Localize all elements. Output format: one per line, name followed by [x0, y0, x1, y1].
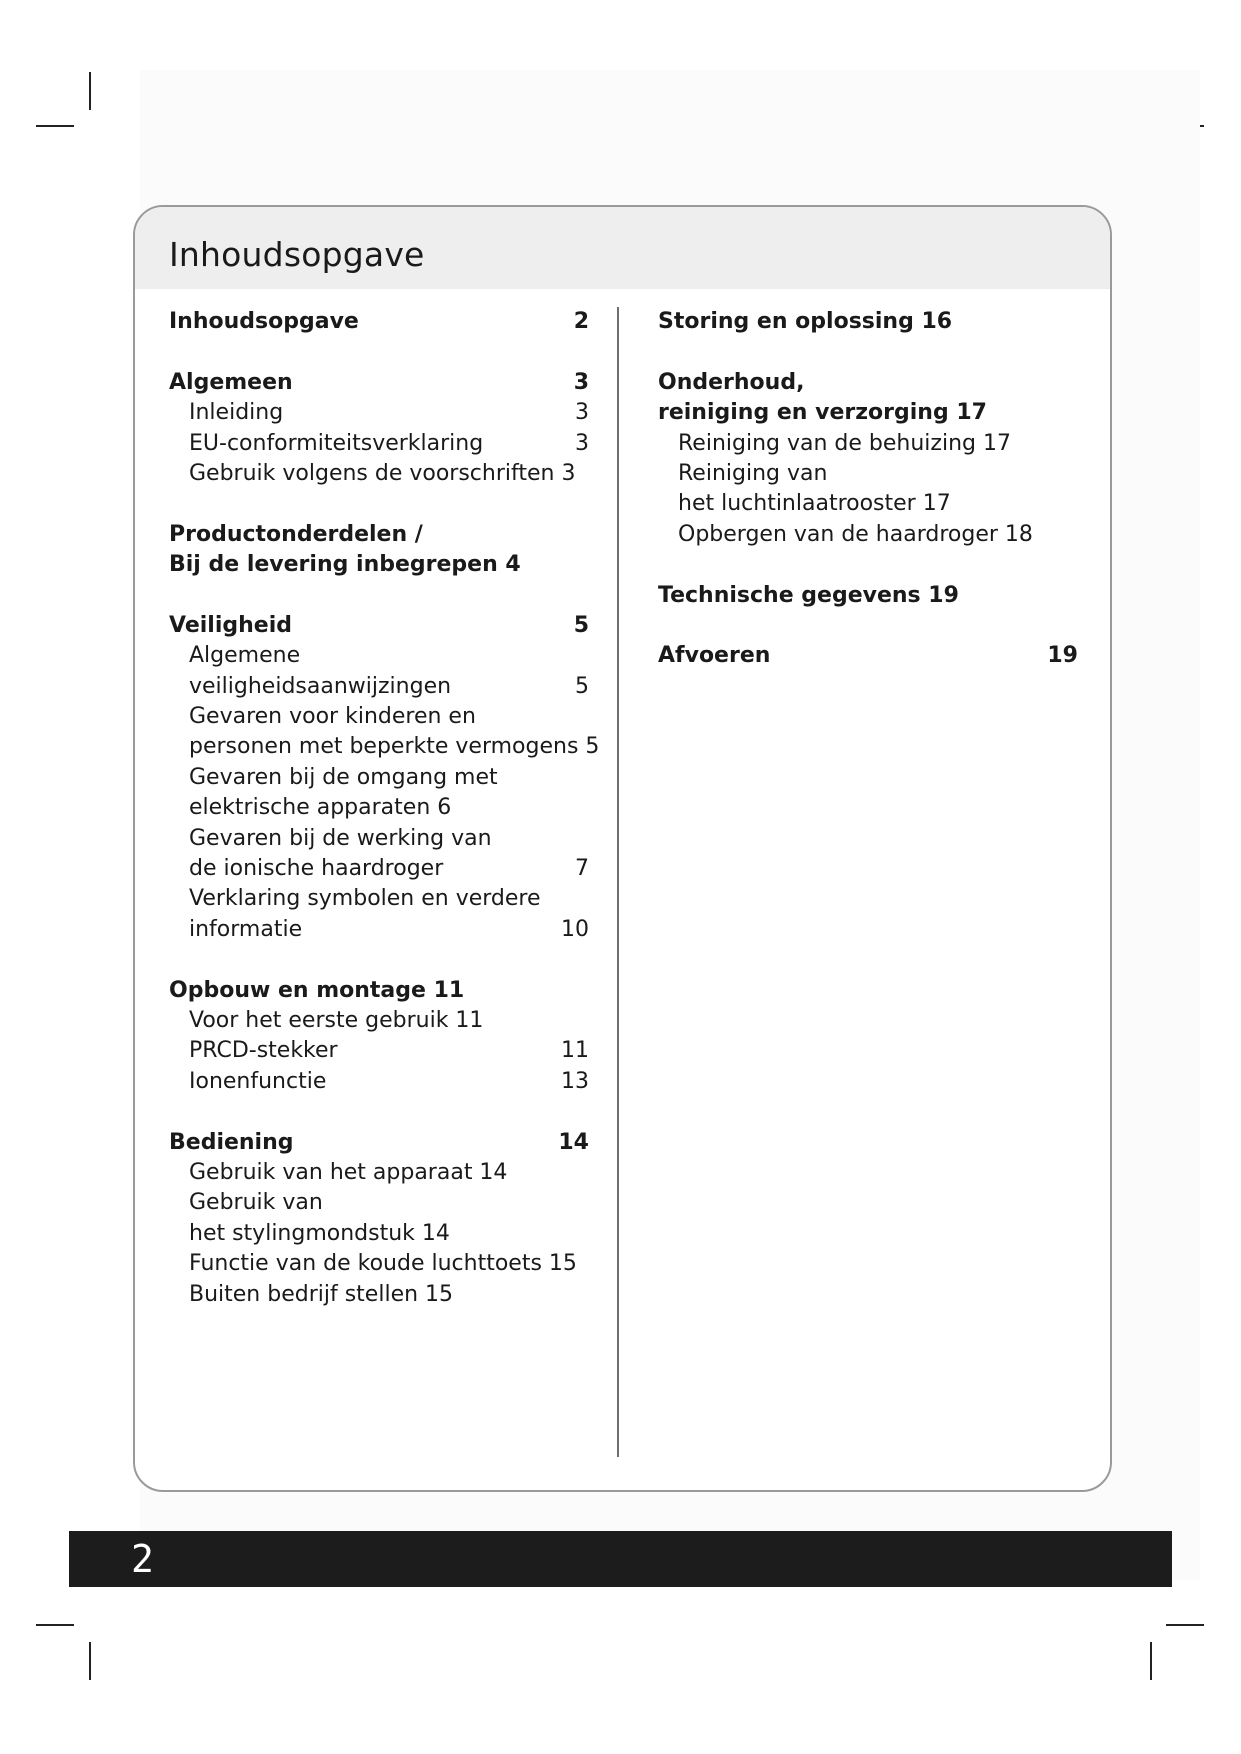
toc-page-number: 7 [575, 856, 589, 882]
toc-entry-label: Inleiding [189, 400, 284, 426]
toc-page-number: 13 [561, 1068, 589, 1094]
toc-section-entry [658, 581, 1078, 611]
toc-entry-label: Voor het eerste gebruik 11 [189, 1007, 484, 1033]
toc-entry-label: Bij de levering inbegrepen 4 [169, 552, 521, 578]
crop-mark [89, 72, 91, 110]
toc-entry-label: Gevaren voor kinderen en [189, 704, 476, 730]
toc-left-column [169, 307, 600, 1310]
toc-right-column [658, 307, 1078, 672]
crop-mark [1150, 1642, 1152, 1680]
toc-entry-label: Gebruik van het apparaat 14 [189, 1159, 508, 1185]
toc-subentry [169, 641, 589, 671]
toc-entry-label: veiligheidsaanwijzingen [189, 673, 452, 699]
crop-mark [1166, 1624, 1204, 1626]
toc-subentry [658, 489, 1078, 519]
toc-page-number: 5 [575, 673, 589, 699]
toc-entry-label: Inhoudsopgave [169, 309, 359, 334]
toc-subentry [169, 672, 589, 702]
toc-page-number: 3 [575, 400, 589, 426]
toc-section-entry [658, 398, 1078, 428]
toc-subentry [169, 732, 600, 762]
toc-section-entry [169, 520, 589, 550]
footer-bar [69, 1531, 1172, 1587]
toc-page-number: 11 [561, 1038, 589, 1064]
toc-page-number: 5 [573, 612, 589, 638]
toc-page-number: 2 [573, 309, 589, 334]
toc-entry-label: Veiligheid [169, 612, 292, 638]
toc-entry-label: Functie van de koude luchttoets 15 [189, 1251, 577, 1277]
toc-header [135, 207, 1110, 289]
toc-entry-label: Opbergen van de haardroger 18 [678, 521, 1033, 547]
toc-subentry [169, 702, 589, 732]
toc-section-entry [658, 368, 1078, 398]
toc-entry-label: Algemeen [169, 369, 293, 395]
toc-subentry [169, 429, 589, 459]
toc-entry-label: Buiten bedrijf stellen 15 [189, 1281, 454, 1307]
toc-subentry [658, 459, 1078, 489]
toc-subentry [169, 1006, 589, 1036]
toc-entry-label: Gevaren bij de omgang met [189, 764, 498, 790]
crop-mark [89, 1642, 91, 1680]
toc-subentry [169, 884, 589, 914]
toc-subentry [169, 1067, 589, 1097]
toc-entry-label: Algemene [189, 643, 301, 669]
toc-subentry [169, 398, 589, 428]
toc-subentry [169, 1280, 589, 1310]
toc-entry-label: Bediening [169, 1129, 294, 1155]
toc-entry-label: Reiniging van de behuizing 17 [678, 430, 1011, 456]
toc-entry-label: Afvoeren [658, 643, 771, 669]
toc-entry-label: de ionische haardroger [189, 856, 444, 882]
toc-entry-label: Gebruik volgens de voorschriften 3 [189, 460, 576, 486]
toc-entry-label: Technische gegevens 19 [658, 582, 959, 608]
toc-subentry [169, 854, 589, 884]
toc-subentry [658, 520, 1078, 550]
toc-entry-label: elektrische apparaten 6 [189, 795, 452, 821]
toc-section-entry [169, 1128, 589, 1158]
toc-page-number: 19 [1047, 643, 1078, 669]
toc-entry-label: het luchtinlaatrooster 17 [678, 491, 951, 517]
toc-entry-label: Reiniging van [678, 460, 828, 486]
toc-subentry [169, 459, 589, 489]
column-divider [617, 307, 619, 1457]
toc-page-number: 3 [575, 430, 589, 456]
crop-mark [36, 125, 74, 127]
toc-subentry [169, 1158, 589, 1188]
toc-subentry [169, 1188, 589, 1218]
toc-section-entry [169, 368, 589, 398]
toc-entry-label: Storing en oplossing 16 [658, 309, 953, 334]
toc-entry-label: EU-conformiteitsverklaring [189, 430, 484, 456]
toc-section-entry [169, 611, 589, 641]
toc-entry-label: Verklaring symbolen en verdere [189, 886, 541, 912]
page-title: Inhoudsopgave [169, 235, 425, 274]
toc-section-entry [169, 307, 589, 337]
toc-entry-label: Productonderdelen / [169, 521, 423, 547]
toc-box [133, 205, 1112, 1492]
toc-subentry [169, 824, 589, 854]
toc-entry-label: Onderhoud, [658, 369, 805, 395]
toc-section-entry [658, 641, 1078, 671]
page-number: 2 [131, 1537, 154, 1581]
toc-entry-label: personen met beperkte vermogens 5 [189, 734, 600, 760]
toc-section-entry [658, 307, 1078, 337]
toc-section-entry [169, 550, 589, 580]
crop-mark [36, 1624, 74, 1626]
toc-entry-label: PRCD-stekker [189, 1038, 338, 1064]
toc-subentry [169, 1249, 589, 1279]
toc-entry-label: Ionenfunctie [189, 1068, 327, 1094]
toc-entry-label: Gebruik van [189, 1190, 323, 1216]
toc-subentry [169, 763, 589, 793]
toc-subentry [169, 915, 589, 945]
toc-entry-label: reiniging en verzorging 17 [658, 400, 987, 426]
toc-subentry [169, 1036, 589, 1066]
toc-entry-label: het stylingmondstuk 14 [189, 1220, 450, 1246]
toc-entry-label: informatie [189, 916, 303, 942]
toc-subentry [658, 429, 1078, 459]
toc-section-entry [169, 976, 589, 1006]
toc-entry-label: Gevaren bij de werking van [189, 825, 492, 851]
toc-page-number: 3 [573, 369, 589, 395]
toc-subentry [169, 793, 589, 823]
toc-page-number: 10 [561, 916, 589, 942]
toc-entry-label: Opbouw en montage 11 [169, 977, 465, 1003]
toc-page-number: 14 [558, 1129, 589, 1155]
toc-subentry [169, 1219, 589, 1249]
